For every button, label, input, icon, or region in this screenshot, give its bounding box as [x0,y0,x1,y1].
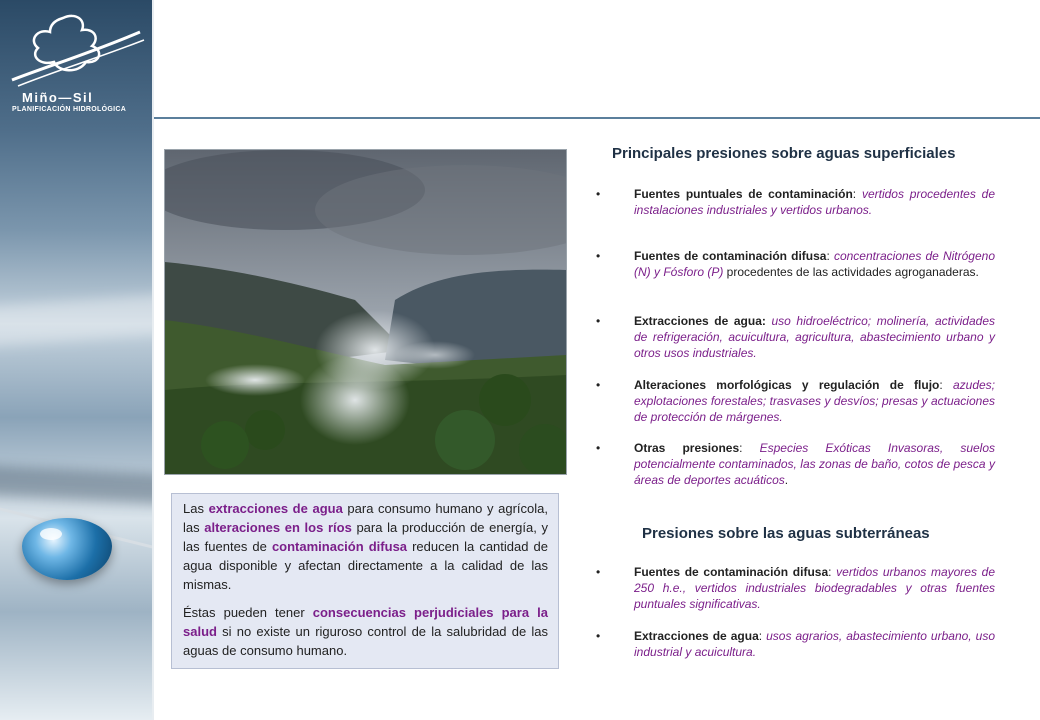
highlight-consecuencias: consecuencias perjudiciales para la salud [183,605,548,639]
summary-text: si no existe un riguroso control de la salubridad de las aguas de consumo humano. [183,624,548,658]
water-drop-image [22,518,112,580]
sidebar-light-streak [0,293,152,347]
mino-sil-logo [8,10,148,115]
bullet-dot: • [596,565,601,579]
highlight-alteraciones: alteraciones en los ríos [204,520,352,535]
logo-subtitle-text: PLANIFICACIÓN HIDROLÓGICA [12,106,127,113]
bullet-detail: vertidos procedentes de instalaciones industriales y vertidos urbanos. [634,187,995,217]
water-drop-highlight [40,528,62,540]
bullet-detail: uso hidroeléctrico; molinería, actividades de refrigeración, acuicultura, agricultura, abastecimiento urbano y otros usos industriales. [634,314,996,360]
bullet-item [596,564,995,612]
bullet-dot: • [596,629,601,643]
bullet-dot: • [596,314,601,328]
bullet-dot: • [596,249,601,263]
bullet-detail: Especies Exóticas Invasoras, suelos potencialmente contaminados, las zonas de baño, cotos de pesca y áreas de deportes acuáticos [634,441,996,487]
bullet-dot: • [596,378,601,392]
bullet-label: Extracciones de agua: [634,314,766,328]
bullet-label: Otras presiones [634,441,740,455]
sidebar-divider [152,0,154,720]
bullet-dot: • [596,441,601,455]
logo-map-icon [8,10,148,90]
mountain-fog-image [165,150,566,474]
header-rule [154,117,1040,119]
landscape-photo [164,149,567,475]
bullet-item [596,248,995,280]
bullet-sep: : [828,565,837,579]
summary-paragraph-2 [183,603,548,660]
bullet-sep: : [758,629,767,643]
highlight-contaminacion: contaminación difusa [271,539,408,554]
decorative-sidebar [0,0,152,720]
summary-text: reducen la cantidad de agua disponible y afectan directamente a la calidad de las mismas. [183,539,549,592]
heading-superficiales: Principales presiones sobre aguas superficiales [612,145,956,162]
bullet-tail: procedentes de las actividades agroganaderas. [723,265,979,279]
highlight-extracciones: extracciones de agua [208,501,343,516]
bullet-item [596,440,995,488]
bullet-sep: : [852,187,862,201]
bullet-item [596,377,995,425]
bullet-detail: vertidos urbanos mayores de 250 h.e., vertidos industriales biodegradables y otras fuentes puntuales significativas. [634,565,996,611]
bullet-label: Fuentes de contaminación difusa [634,565,829,579]
summary-paragraph-1 [183,499,548,594]
bullet-dot: • [596,187,601,201]
bullet-detail: usos agrarios, abastecimiento urbano, uso industrial y acuicultura. [634,629,995,659]
bullet-item [596,313,995,361]
bullet-item [596,628,995,660]
bullet-item [596,186,995,218]
heading-subterraneas: Presiones sobre las aguas subterráneas [642,525,930,542]
summary-textbox [171,493,559,669]
bullet-label: Alteraciones morfológicas y regulación de flujo [634,378,940,392]
bullet-sep: : [826,249,834,263]
bullet-sep: : [739,441,760,455]
bullet-sep: : [939,378,953,392]
bullet-tail: . [784,473,789,487]
logo-brand-text: Miño—Sil [22,90,94,105]
bullet-detail: azudes; explotaciones forestales; trasvases y desvíos; presas y actuaciones de protección de márgenes. [634,378,996,424]
summary-text: Éstas pueden tener [183,605,313,620]
summary-text: para consumo humano y agrícola, las [183,501,548,535]
bullet-label: Fuentes puntuales de contaminación [634,187,853,201]
summary-text: para la producción de energía, y las fuentes de [183,520,548,554]
sidebar-dark-streak [0,465,152,505]
bullet-label: Extracciones de agua [634,629,759,643]
bullet-detail: concentraciones de Nitrógeno (N) y Fósforo (P) [634,249,996,279]
summary-text: Las [183,501,209,516]
bullet-label: Fuentes de contaminación difusa [634,249,827,263]
